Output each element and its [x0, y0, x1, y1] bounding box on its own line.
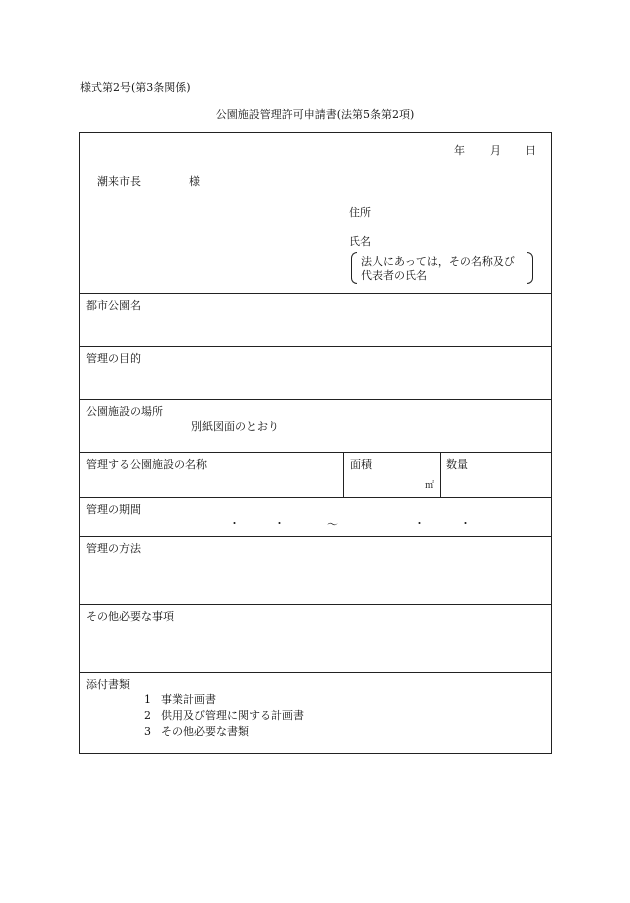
row-divider	[80, 497, 551, 498]
attachment-item	[144, 726, 249, 737]
attachment-number: 3	[144, 725, 151, 738]
application-form	[79, 132, 552, 754]
row-divider	[80, 536, 551, 537]
date-month-label: 月	[490, 144, 501, 157]
corporate-note-text	[361, 255, 515, 283]
other-matters-label: その他必要な事項	[86, 610, 174, 623]
form-number: 様式第2号(第3条関係)	[80, 81, 191, 94]
period-end-dot: ・	[460, 517, 471, 530]
row-divider	[80, 604, 551, 605]
attachment-item	[144, 694, 216, 705]
attachments-label: 添付書類	[86, 678, 130, 691]
attachment-text: 供用及び管理に関する計画書	[161, 709, 304, 722]
row-divider	[80, 452, 551, 453]
area-label: 面積	[350, 458, 372, 471]
quantity-label: 数量	[446, 458, 468, 471]
row-divider	[80, 399, 551, 400]
addressee: 潮来市長	[97, 175, 141, 188]
address-label: 住所	[349, 206, 371, 219]
attachment-text: 事業計画書	[161, 693, 216, 706]
corporate-note-line2: 代表者の氏名	[361, 269, 427, 282]
right-bracket	[527, 252, 533, 284]
name-label: 氏名	[349, 235, 371, 248]
row-divider	[80, 293, 551, 294]
method-label: 管理の方法	[86, 542, 141, 555]
document-title: 公園施設管理許可申請書(法第5条第2項)	[215, 108, 415, 121]
period-label: 管理の期間	[86, 503, 141, 516]
attachment-item	[144, 710, 304, 721]
period-separator: ～	[327, 518, 338, 531]
row-divider	[80, 346, 551, 347]
attachment-number: 2	[144, 709, 151, 722]
period-start-dot: ・	[229, 517, 240, 530]
corporate-note	[351, 252, 533, 284]
purpose-label: 管理の目的	[86, 352, 141, 365]
row-divider	[80, 672, 551, 673]
column-divider	[343, 452, 344, 497]
park-name-label: 都市公園名	[86, 299, 141, 312]
honorific: 様	[189, 175, 200, 188]
left-bracket	[351, 252, 357, 284]
area-unit: ㎡	[425, 481, 435, 491]
date-day-label: 日	[525, 144, 536, 157]
location-label: 公園施設の場所	[86, 405, 163, 418]
date-year-label: 年	[454, 144, 465, 157]
column-divider	[440, 452, 441, 497]
attachment-number: 1	[144, 693, 151, 706]
location-value: 別紙図面のとおり	[191, 420, 279, 433]
period-end-dot: ・	[414, 517, 425, 530]
period-start-dot: ・	[274, 517, 285, 530]
facility-name-label: 管理する公園施設の名称	[86, 458, 207, 471]
attachment-text: その他必要な書類	[161, 725, 249, 738]
corporate-note-line1: 法人にあっては，その名称及び	[361, 255, 515, 268]
